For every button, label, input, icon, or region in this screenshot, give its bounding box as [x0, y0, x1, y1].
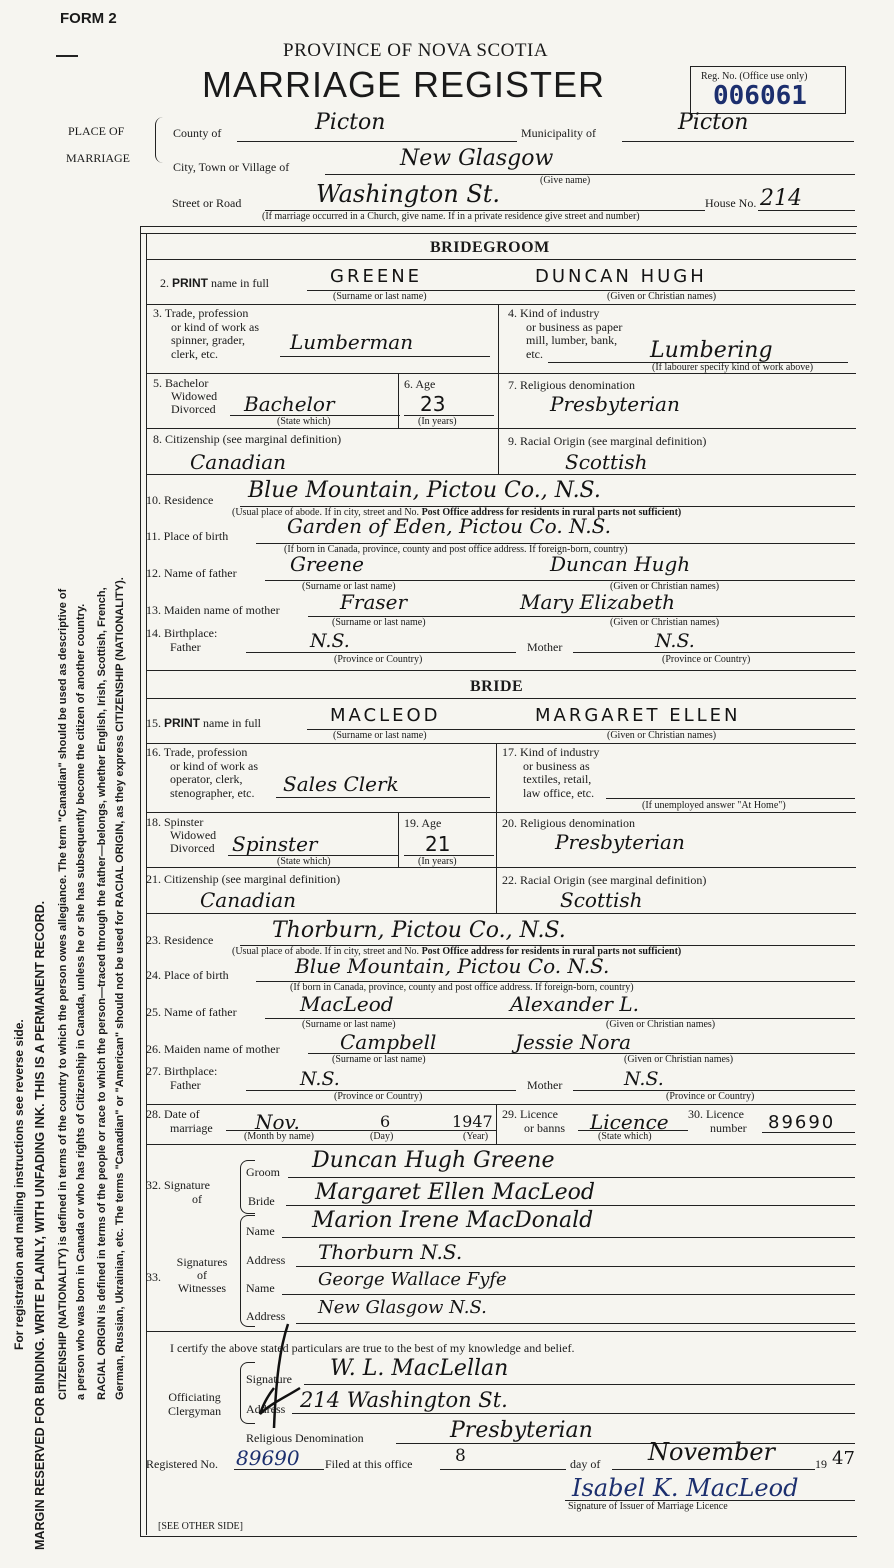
bride-father-surname: MacLeod: [300, 992, 394, 1016]
groom-residence-caption: (Usual place of abode. If in city, street and No. Post Office address for residents in rural parts not sufficient): [232, 507, 682, 518]
street-label: Street or Road: [172, 196, 242, 210]
county-value: Picton: [315, 110, 386, 135]
reg-number: 006061: [713, 81, 807, 111]
bride-religion-label: 20. Religious denomination: [502, 816, 635, 830]
issuer-caption: Signature of Issuer of Marriage Licence: [568, 1501, 728, 1512]
street-value: Washington St.: [316, 180, 501, 208]
groom-mother-birth-label: Mother: [527, 640, 563, 654]
bride-age-label: 19. Age: [404, 816, 442, 830]
groom-status-label: 5. Bachelor Widowed Divorced: [153, 376, 218, 416]
month-caption: (Month by name): [244, 1131, 314, 1142]
bride-birthplace: Blue Mountain, Pictou Co. N.S.: [295, 954, 610, 978]
bride-mother-surname: Campbell: [340, 1030, 437, 1054]
bride-given-caption: (Given or Christian names): [607, 730, 717, 741]
w1-name-label: Name: [246, 1224, 275, 1238]
bride-status: Spinster: [232, 832, 318, 856]
pen-stroke-mark: [240, 1318, 320, 1438]
corner-mark: [56, 55, 78, 57]
groom-in-years: (In years): [418, 416, 457, 427]
clergy-address-label: Address: [246, 1402, 286, 1416]
filed-label: Filed at this office: [325, 1457, 413, 1471]
bride-mother-surname-caption: (Surname or last name): [332, 1054, 426, 1065]
bride-given: MARGARET ELLEN: [535, 705, 741, 726]
groom-citizenship-label: 8. Citizenship (see marginal definition): [153, 432, 342, 446]
bride-father-birth-caption: (Province or Country): [334, 1091, 423, 1102]
witness-num: 33.: [146, 1270, 161, 1284]
street-note: (If marriage occurred in a Church, give name. If in a private residence give street and number): [262, 211, 640, 222]
certify-statement: I certify the above stated particulars are true to the best of my knowledge and belief.: [170, 1341, 575, 1355]
margin-racial-1: RACIAL ORIGIN is defined in terms of the people or race to which the person—traced through the father—belongs, whether English, Irish, Scottish, French,: [96, 587, 108, 1400]
issuer-signature: Isabel K. MacLeod: [572, 1474, 799, 1502]
groom-surname-caption: (Surname or last name): [333, 291, 427, 302]
signature-of-label: 32. Signature of: [146, 1178, 210, 1206]
bride-num-15: 15. PRINT name in full: [146, 716, 261, 730]
groom-mother-birth-caption: (Province or Country): [662, 654, 751, 665]
bride-signature: Margaret Ellen MacLeod: [315, 1180, 595, 1205]
groom-father-surname-caption: (Surname or last name): [302, 581, 396, 592]
bride-father-given-caption: (Given or Christian names): [606, 1019, 716, 1030]
marriage-year: 1947: [452, 1112, 493, 1131]
licence-banns-label: 29. Licence or banns: [502, 1107, 565, 1135]
groom-status: Bachelor: [244, 392, 335, 416]
bride-surname-caption: (Surname or last name): [333, 730, 427, 741]
groom-father-surname: Greene: [290, 552, 364, 576]
groom-father-birth: N.S.: [310, 630, 350, 652]
bride-father-label: 25. Name of father: [146, 1005, 237, 1019]
clergy-signature-label: Signature: [246, 1372, 292, 1386]
witness2-address: New Glasgow N.S.: [318, 1297, 487, 1318]
house-value: 214: [760, 186, 802, 211]
page-title: MARRIAGE REGISTER: [202, 64, 606, 105]
reg-number-box: [690, 66, 846, 114]
bride-religion: Presbyterian: [555, 830, 685, 854]
bride-mother-given-caption: (Given or Christian names): [624, 1054, 734, 1065]
bride-mother-birth-label: Mother: [527, 1078, 563, 1092]
bride-mother-given: Jessie Nora: [515, 1030, 631, 1054]
groom-residence: Blue Mountain, Pictou Co., N.S.: [248, 478, 601, 503]
groom-industry: Lumbering: [650, 338, 773, 363]
bridegroom-heading: BRIDEGROOM: [430, 239, 550, 256]
clergy-religion: Presbyterian: [450, 1418, 593, 1443]
reg-number-label: Reg. No. (Office use only): [701, 71, 808, 82]
bride-mother-label: 26. Maiden name of mother: [146, 1042, 280, 1056]
bride-mother-birth-caption: (Province or Country): [666, 1091, 755, 1102]
groom-age: 23: [420, 392, 446, 416]
groom-father-birth-caption: (Province or Country): [334, 654, 423, 665]
day-caption: (Day): [370, 1131, 394, 1142]
bride-birth-label: 24. Place of birth: [146, 968, 229, 982]
clergy-address: 214 Washington St.: [300, 1388, 508, 1412]
w1-address-label: Address: [246, 1253, 286, 1267]
groom-state-which: (State which): [277, 416, 331, 427]
county-label: County of: [173, 126, 222, 140]
witness2-name: George Wallace Fyfe: [318, 1269, 507, 1290]
margin-citizenship-2: a person who was born in Canada or who has rights of Citizenship in Canada, unless he or she has subsequently become the citizen of another country.: [75, 603, 87, 1400]
city-value: New Glasgow: [400, 146, 554, 171]
year-prefix: 19: [815, 1457, 827, 1471]
groom-given-caption: (Given or Christian names): [607, 291, 717, 302]
groom-mother-label: 13. Maiden name of mother: [146, 603, 280, 617]
filed-day: 8: [455, 1446, 466, 1466]
bride-parents-birth-label: 27. Birthplace: Father: [146, 1064, 218, 1092]
licence-number: 89690: [768, 1112, 836, 1133]
year-caption: (Year): [463, 1131, 489, 1142]
municipality-label: Municipality of: [521, 126, 596, 140]
clergy-signature: W. L. MacLellan: [330, 1356, 509, 1381]
marriage-day: 6: [380, 1112, 391, 1131]
bride-in-years: (In years): [418, 856, 457, 867]
bride-father-birth: N.S.: [300, 1068, 340, 1090]
groom-signature: Duncan Hugh Greene: [312, 1148, 555, 1173]
bride-industry-note: (If unemployed answer "At Home"): [642, 800, 786, 811]
groom-industry-label: 4. Kind of industry or business as paper mill, lumber, bank, etc.: [508, 306, 623, 361]
groom-birth-caption: (If born in Canada, province, county and post office address. If foreign-born, country): [284, 544, 628, 555]
witness1-address: Thorburn N.S.: [318, 1240, 463, 1264]
bride-status-label: 18. Spinster Widowed Divorced: [146, 815, 217, 855]
groom-father-label: 12. Name of father: [146, 566, 237, 580]
groom-birthplace: Garden of Eden, Pictou Co. N.S.: [287, 514, 611, 538]
province-heading: PROVINCE OF NOVA SCOTIA: [283, 40, 549, 61]
registered-number: 89690: [236, 1446, 300, 1470]
marriage-label: MARRIAGE: [66, 151, 131, 165]
bride-citizenship-label: 21. Citizenship (see marginal definition): [146, 872, 341, 886]
filed-month: November: [648, 1438, 776, 1466]
bride-age: 21: [425, 832, 451, 856]
margin-binding-note: MARGIN RESERVED FOR BINDING. WRITE PLAINLY, WITH UNFADING INK. THIS IS A PERMANENT RECORD.: [33, 900, 47, 1550]
officiating-label: Officiating Clergyman: [168, 1390, 222, 1418]
bride-residence-caption: (Usual place of abode. If in city, street and No. Post Office address for residents in rural parts not sufficient): [232, 946, 682, 957]
witnesses-label: Signatures of Witnesses: [176, 1255, 228, 1295]
groom-given: DUNCAN HUGH: [535, 266, 707, 287]
groom-father-given-caption: (Given or Christian names): [610, 581, 720, 592]
bride-racial-label: 22. Racial Origin (see marginal definition): [502, 873, 707, 887]
groom-residence-label: 10. Residence: [146, 493, 214, 507]
margin-racial-2: German, Russian, Ukrainian, etc. The terms "Canadian" or "American" should not be used for RACIAL ORIGIN, as they express CITIZENSHIP (NATIONALITY).: [114, 577, 126, 1400]
city-label: City, Town or Village of: [173, 160, 290, 174]
bride-state-which: (State which): [277, 856, 331, 867]
bride-birth-caption: (If born in Canada, province, county and post office address. If foreign-born, country): [290, 982, 634, 993]
groom-father-given: Duncan Hugh: [550, 552, 691, 576]
groom-age-label: 6. Age: [404, 377, 436, 391]
groom-num-2: 2. PRINT name in full: [160, 276, 269, 290]
day-of-label: day of: [570, 1457, 601, 1471]
groom-parents-birth-label: 14. Birthplace: Father: [146, 626, 218, 654]
bride-trade: Sales Clerk: [283, 772, 399, 796]
w2-name-label: Name: [246, 1281, 275, 1295]
groom-mother-birth: N.S.: [655, 630, 695, 652]
municipality-value: Picton: [678, 110, 749, 135]
form-number: FORM 2: [60, 10, 117, 27]
bride-sig-label: Bride: [248, 1194, 275, 1208]
groom-trade: Lumberman: [290, 330, 414, 354]
bride-mother-birth: N.S.: [624, 1068, 664, 1090]
filed-year: 47: [832, 1448, 855, 1469]
groom-sig-label: Groom: [246, 1165, 280, 1179]
groom-mother-given-caption: (Given or Christian names): [610, 617, 720, 628]
bride-industry-label: 17. Kind of industry or business as textiles, retail, law office, etc.: [502, 745, 600, 800]
marriage-date-label: 28. Date of marriage: [146, 1107, 213, 1135]
margin-instructions: For registration and mailing instructions see reverse side.: [12, 1019, 26, 1350]
groom-racial-label: 9. Racial Origin (see marginal definition): [508, 434, 707, 448]
groom-industry-note: (If labourer specify kind of work above): [652, 362, 814, 373]
bride-trade-label: 16. Trade, profession or kind of work as operator, clerk, stenographer, etc.: [146, 745, 258, 800]
licence-state-which: (State which): [598, 1131, 652, 1142]
licence-type: Licence: [590, 1110, 669, 1134]
groom-trade-label: 3. Trade, profession or kind of work as spinner, grader, clerk, etc.: [153, 306, 259, 361]
bride-surname: MACLEOD: [330, 705, 441, 726]
groom-mother-surname-caption: (Surname or last name): [332, 617, 426, 628]
marriage-month: Nov.: [255, 1110, 300, 1134]
registered-label: Registered No.: [146, 1457, 218, 1471]
bride-heading: BRIDE: [470, 678, 524, 695]
groom-birth-label: 11. Place of birth: [146, 529, 229, 543]
bride-racial: Scottish: [560, 888, 643, 912]
groom-surname: GREENE: [330, 266, 423, 287]
place-of-label: PLACE OF: [68, 124, 125, 138]
licence-number-label: 30. Licence number: [688, 1107, 747, 1135]
groom-mother-given: Mary Elizabeth: [520, 590, 676, 614]
bride-residence-label: 23. Residence: [146, 933, 214, 947]
groom-racial: Scottish: [565, 450, 648, 474]
see-other-side: [SEE OTHER SIDE]: [158, 1521, 243, 1532]
w2-address-label: Address: [246, 1309, 286, 1323]
place-brace: [155, 117, 168, 163]
bride-citizenship: Canadian: [200, 888, 297, 912]
groom-religion-label: 7. Religious denomination: [508, 378, 635, 392]
bride-father-surname-caption: (Surname or last name): [302, 1019, 396, 1030]
groom-religion: Presbyterian: [550, 392, 680, 416]
clergy-religion-label: Religious Denomination: [246, 1431, 364, 1445]
margin-citizenship-1: CITIZENSHIP (NATIONALITY) is defined in terms of the country to which the person owes allegiance. The term "Canadian" should be used as descriptive of: [57, 588, 69, 1400]
bride-residence: Thorburn, Pictou Co., N.S.: [272, 918, 566, 943]
bride-father-given: Alexander L.: [510, 992, 639, 1016]
groom-mother-surname: Fraser: [340, 590, 408, 614]
witness1-name: Marion Irene MacDonald: [312, 1208, 594, 1233]
give-name-caption: (Give name): [540, 175, 591, 186]
house-label: House No.: [705, 196, 757, 210]
groom-citizenship: Canadian: [190, 450, 287, 474]
